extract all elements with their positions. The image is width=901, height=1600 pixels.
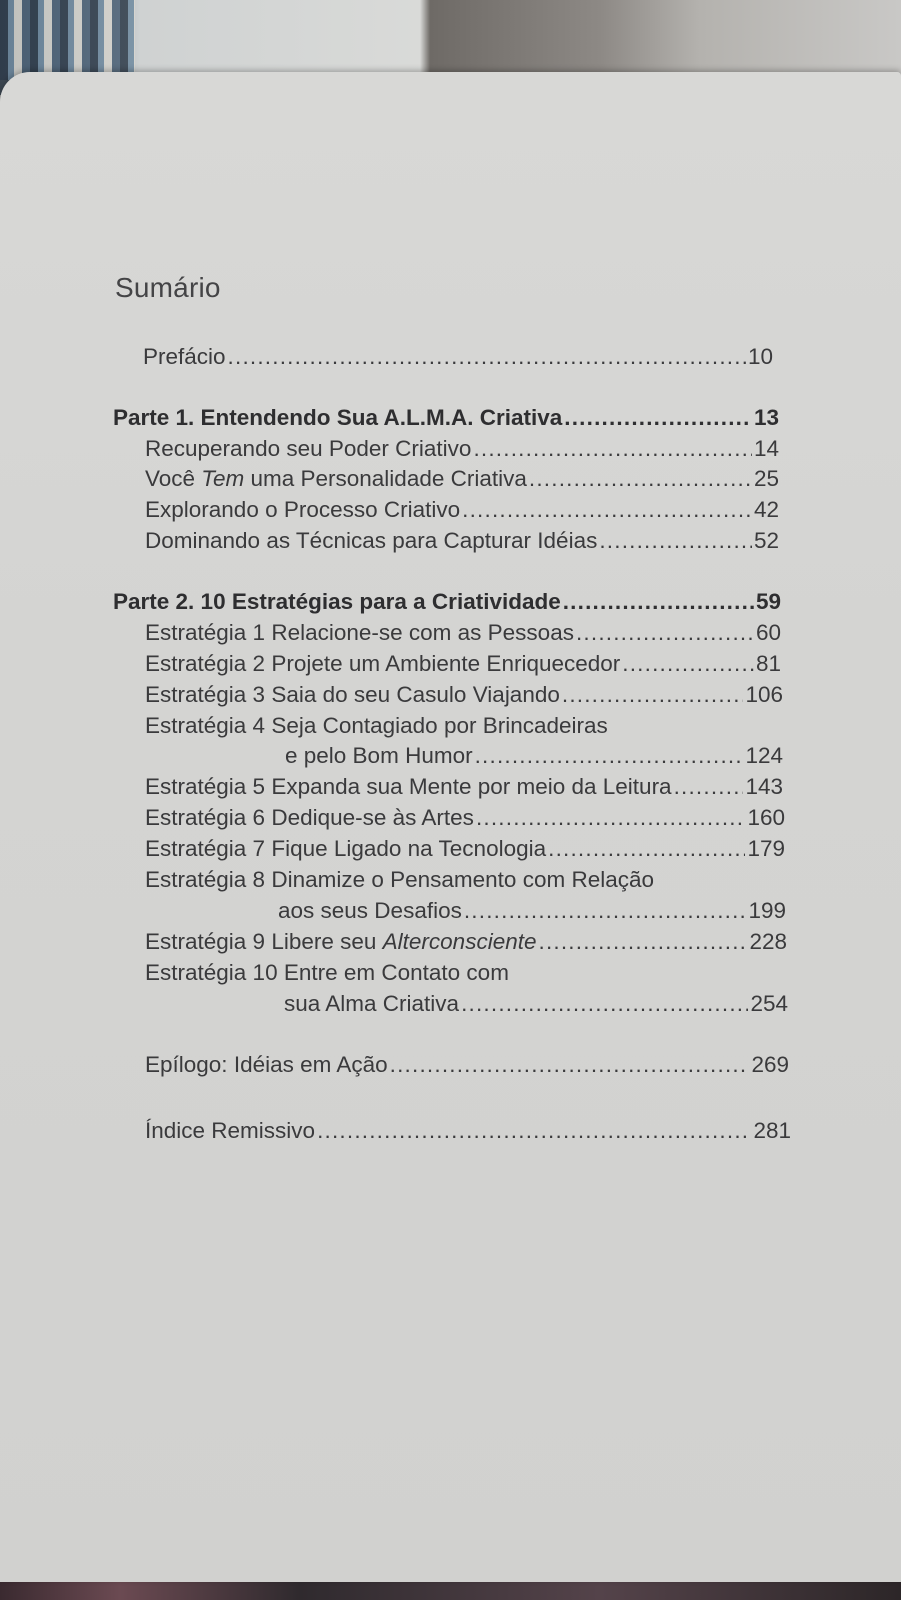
- leader-dots: [674, 772, 744, 802]
- toc-page-number: 25: [753, 466, 779, 491]
- toc-entry: [145, 927, 787, 957]
- leader-dots: [228, 342, 746, 372]
- page-title: Sumário: [115, 272, 221, 303]
- toc-entry: [145, 803, 785, 833]
- toc-page-number: 81: [755, 651, 781, 676]
- toc-label: aos seus Desafios: [278, 898, 462, 923]
- toc-label: Estratégia 9 Libere seu Alterconsciente: [145, 929, 537, 954]
- toc-page-number: 13: [753, 405, 779, 430]
- toc-page-number: 42: [753, 497, 779, 522]
- toc-entry: [278, 896, 786, 926]
- leader-dots: [462, 495, 752, 525]
- toc-label: Estratégia 5 Expanda sua Mente por meio da Leitura: [145, 774, 672, 799]
- toc-entry: [145, 834, 785, 864]
- background-books: [0, 0, 135, 80]
- leader-dots: [390, 1050, 750, 1080]
- toc-label: Você Tem uma Personalidade Criativa: [145, 466, 527, 491]
- toc-label: Estratégia 3 Saia do seu Casulo Viajando: [145, 682, 560, 707]
- toc-entry: [145, 526, 779, 556]
- leader-dots: [563, 587, 754, 617]
- toc-label: Índice Remissivo: [145, 1118, 316, 1143]
- toc-label: Explorando o Processo Criativo: [145, 497, 461, 522]
- toc-entry-parte2: [113, 587, 781, 617]
- toc-label: Parte 2. 10 Estratégias para a Criatividade: [113, 589, 561, 614]
- toc-label-line1: Estratégia 10 Entre em Contato com: [145, 960, 509, 985]
- toc-entry: [284, 989, 788, 1019]
- toc-entry-epilogo: [145, 1050, 789, 1080]
- toc-page-number: 14: [753, 436, 779, 461]
- toc-label: Recuperando seu Poder Criativo: [145, 436, 472, 461]
- toc-entry: [145, 649, 781, 679]
- leader-dots: [475, 741, 744, 771]
- leader-dots: [539, 927, 748, 957]
- toc-entry: [145, 772, 783, 802]
- toc-page-number: 143: [745, 774, 783, 799]
- toc-page-number: 179: [747, 836, 785, 861]
- toc-label: sua Alma Criativa: [284, 991, 460, 1016]
- toc-page-number: 160: [747, 805, 785, 830]
- leader-dots: [548, 834, 745, 864]
- toc-page-number: 10: [747, 344, 773, 369]
- leader-dots: [576, 618, 754, 648]
- toc-page-number: 269: [751, 1052, 789, 1077]
- toc-label: Epílogo: Idéias em Ação: [145, 1052, 388, 1077]
- leader-dots: [476, 803, 746, 833]
- toc-entry: [145, 680, 783, 710]
- toc-label: Prefácio: [143, 344, 226, 369]
- toc-label: Dominando as Técnicas para Capturar Idéias: [145, 528, 598, 553]
- leader-dots: [464, 896, 747, 926]
- toc-page-number: 59: [755, 589, 781, 614]
- toc-page-number: 52: [753, 528, 779, 553]
- toc-label: e pelo Bom Humor: [285, 743, 473, 768]
- toc-label: Estratégia 6 Dedique-se às Artes: [145, 805, 474, 830]
- toc-page-number: 281: [753, 1118, 791, 1143]
- toc-page-number: 60: [755, 620, 781, 645]
- leader-dots: [564, 403, 752, 433]
- toc-label: Estratégia 2 Projete um Ambiente Enriquecedor: [145, 651, 621, 676]
- leader-dots: [317, 1116, 751, 1146]
- leader-dots: [599, 526, 752, 556]
- toc-entry-indice: [145, 1116, 791, 1146]
- leader-dots: [622, 649, 754, 679]
- leader-dots: [529, 464, 752, 494]
- leader-dots: [461, 989, 748, 1019]
- toc-label: Estratégia 1 Relacione-se com as Pessoas: [145, 620, 574, 645]
- toc-label: Parte 1. Entendendo Sua A.L.M.A. Criativa: [113, 405, 563, 430]
- toc-page-number: 228: [749, 929, 787, 954]
- toc-entry: [145, 495, 779, 525]
- toc-entry: [145, 464, 779, 494]
- leader-dots: [473, 434, 752, 464]
- toc-page-number: 254: [750, 991, 788, 1016]
- leader-dots: [562, 680, 744, 710]
- toc-entry: [285, 741, 783, 771]
- toc-entry: [145, 618, 781, 648]
- toc-entry: [145, 434, 779, 464]
- toc-entry-parte1: [113, 403, 779, 433]
- toc-page-number: 124: [745, 743, 783, 768]
- toc-page-number: 199: [748, 898, 786, 923]
- toc-label: Estratégia 7 Fique Ligado na Tecnologia: [145, 836, 547, 861]
- toc-page-number: 106: [745, 682, 783, 707]
- toc-entry-prefacio: [143, 342, 773, 372]
- toc-label-line1: Estratégia 8 Dinamize o Pensamento com Relação: [145, 867, 655, 892]
- toc-label-line1: Estratégia 4 Seja Contagiado por Brincadeiras: [145, 713, 608, 738]
